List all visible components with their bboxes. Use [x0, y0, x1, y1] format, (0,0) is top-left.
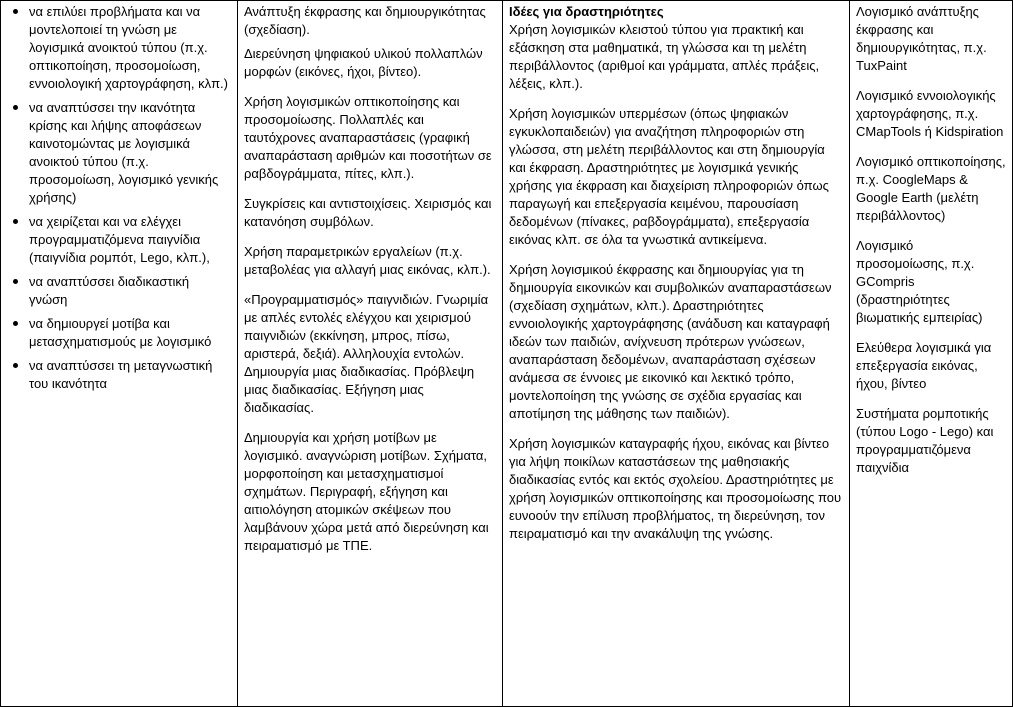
content-paragraph: Συγκρίσεις και αντιστοιχίσεις. Χειρισμός και κατανόηση συμβόλων. — [244, 196, 492, 229]
software-paragraph: Λογισμικό προσομοίωσης, π.χ. GCompris (δραστηριότητες βιωματικής εμπειρίας) — [856, 238, 983, 325]
software-paragraph: Λογισμικό εννοιολογικής χαρτογράφησης, π.χ. CMapTools ή Kidspiration — [856, 88, 1004, 139]
list-item: να αναπτύσσει την ικανότητα κρίσης και λήψης αποφάσεων καινοτομώντας με λογισμικά ανοικτού τύπου (π.χ. προσομοίωση, λογισμικό γενικής χρήσης) — [29, 99, 231, 207]
software-paragraph: Λογισμικό οπτικοποίησης, π.χ. CoogleMaps & Google Earth (μελέτη περιβάλλοντος) — [856, 154, 1006, 223]
activities-cell — [503, 1, 850, 707]
list-item: να επιλύει προβλήματα και να μοντελοποιεί τη γνώση με λογισμικά ανοικτού τύπου (π.χ. οπτικοποίηση, προσομοίωση, εννοιολογική χαρτογράφηση, κλπ.) — [29, 3, 231, 93]
table-row — [1, 1, 1013, 707]
content-cell — [238, 1, 503, 707]
objectives-list — [7, 3, 231, 393]
software-paragraph: Συστήματα ρομποτικής (τύπου Logo - Lego) και προγραμματιζόμενα παιχνίδια — [856, 406, 994, 475]
content-paragraph: Δημιουργία και χρήση μοτίβων με λογισμικό. αναγνώριση μοτίβων. Σχήματα, μορφοποίηση και μετασχηματισμοί σχημάτων. Περιγραφή, εξήγηση και αιτιολόγηση ατομικών σκέψεων που λαμβάνουν χώρα μετά από διερεύνηση και πειραματισμό με ΤΠΕ. — [244, 430, 489, 553]
activity-paragraph: Χρήση λογισμικών καταγραφής ήχου, εικόνας και βίντεο για λήψη ποικίλων καταστάσεων της μαθησιακής διαδικασίας εντός και εκτός σχολείου. Δραστηριότητες με χρήση λογισμικών οπτικοποίησης και προσομοίωσης που ευνοούν την επίλυση προβλήματος, τη διερεύνηση, τον πειραματισμό και την ανακάλυψη της γνώσης. — [509, 436, 842, 541]
list-item: να αναπτύσσει διαδικαστική γνώση — [29, 273, 231, 309]
content-paragraph: Ανάπτυξη έκφρασης και δημιουργικότητας (σχεδίαση). — [244, 4, 486, 37]
activity-paragraph: Χρήση λογισμικών κλειστού τύπου για πρακτική και εξάσκηση στα μαθηματικά, τη γλώσσα και τη μελέτη περιβάλλοντος (αριθμοί και γράμματα, απλές πράξεις, λέξεις, κλπ.). — [509, 22, 820, 91]
content-paragraph: Χρήση παραμετρικών εργαλείων (π.χ. μεταβολέας για αλλαγή μιας εικόνας, κλπ.). — [244, 244, 491, 277]
content-paragraph: Διερεύνηση ψηφιακού υλικού πολλαπλών μορφών (εικόνες, ήχοι, βίντεο). — [244, 46, 483, 79]
software-paragraph: Λογισμικό ανάπτυξης έκφρασης και δημιουργικότητας, π.χ. TuxPaint — [856, 4, 987, 73]
list-item: να αναπτύσσει τη μεταγνωστική του ικανότητα — [29, 357, 231, 393]
software-cell — [850, 1, 1013, 707]
list-item: να δημιουργεί μοτίβα και μετασχηματισμούς με λογισμικό — [29, 315, 231, 351]
activity-paragraph: Χρήση λογισμικών υπερμέσων (όπως ψηφιακών εγκυκλοπαιδειών) για αναζήτηση πληροφοριών στη γλώσσα, στη μελέτη περιβάλλοντος και στη δημιουργία και έκφραση. Δραστηριότητες με λογισμικά γενικής χρήσης για έκφραση και διαχείριση πληροφοριών όπως παραγωγή και επεξεργασία κειμένου, παρουσίαση δεδομένων (πίνακες, ραβδογράμματα), επεξεργασία εικόνας κλπ. σε όλα τα γνωστικά αντικείμενα. — [509, 106, 829, 247]
activity-paragraph: Χρήση λογισμικού έκφρασης και δημιουργίας για τη δημιουργία εικονικών και συμβολικών αναπαραστάσεων (σχεδίαση σχημάτων, κλπ.). Δραστηριότητες εννοιολογικής χαρτογράφησης (ανάδυση και καταγραφή ιδεών των παιδιών, ανίχνευση πρότερων γνώσεων, αναπαράσταση δεδομένων, αναπαράσταση σχέσεων ανάμεσα σε έννοιες με εικονικό και λεκτικό τρόπο, μοντελοποίηση της γνώσης σε σχέδια εργασίας και αποτίμηση της μάθησης των παιδιών). — [509, 262, 832, 421]
list-item: να χειρίζεται και να ελέγχει προγραμματιζόμενα παιγνίδια (παιγνίδια ρομπότ, Lego, κλπ.), — [29, 213, 231, 267]
objectives-cell — [1, 1, 238, 707]
content-paragraph: «Προγραμματισμός» παιγνιδιών. Γνωριμία με απλές εντολές ελέγχου και χειρισμού παιγνιδιών (εκκίνηση, μπρος, πίσω, αριστερά, δεξιά). Αλληλουχία εντολών. Δημιουργία μιας διαδικασίας. Πρόβλεψη μιας διαδικασίας. Εξήγηση μιας διαδικασίας. — [244, 292, 489, 415]
software-paragraph: Ελεύθερα λογισμικά για επεξεργασία εικόνας, ήχου, βίντεο — [856, 340, 992, 391]
activities-heading: Ιδέες για δραστηριότητες — [509, 4, 664, 19]
content-paragraph: Χρήση λογισμικών οπτικοποίησης και προσομοίωσης. Πολλαπλές και ταυτόχρονες αναπαραστάσεις (γραφική αναπαράσταση αριθμών και ποσοτήτων σε ραβδογράμματα, πίτες, κλπ.). — [244, 94, 492, 181]
